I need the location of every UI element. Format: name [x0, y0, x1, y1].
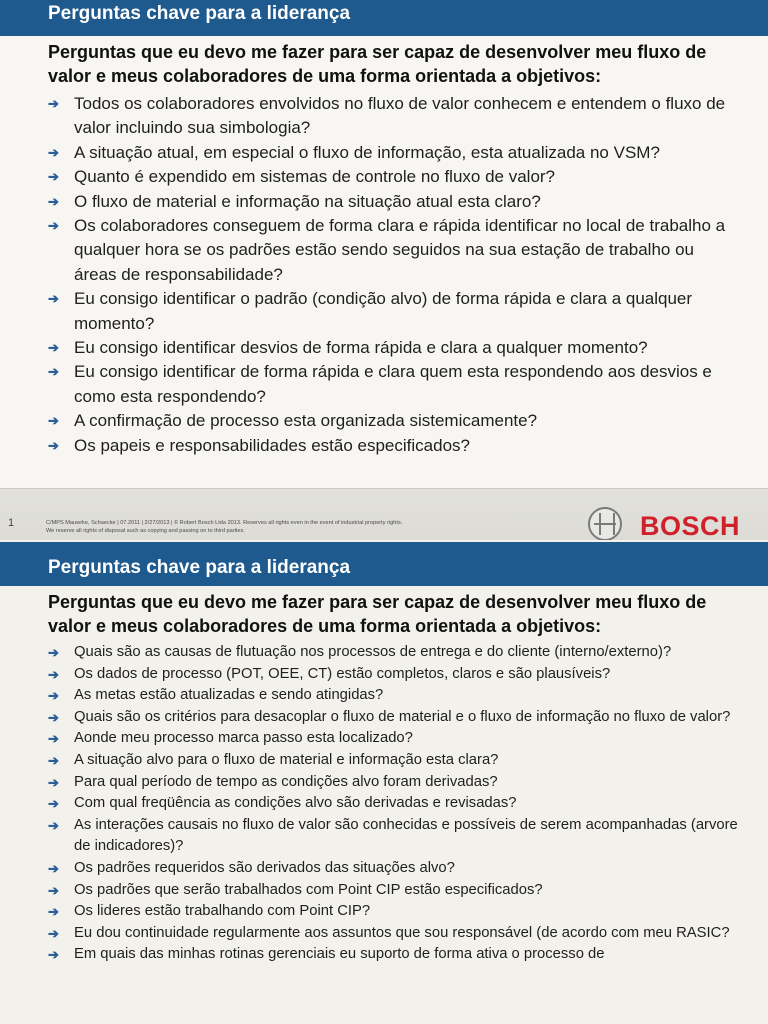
arrow-icon: ➔	[48, 193, 59, 209]
arrow-icon: ➔	[48, 796, 59, 812]
section-heading: Perguntas que eu devo me fazer para ser capaz de desenvolver meu fluxo de valor e meus colaboradores de uma forma orientada a objetivos:	[48, 42, 707, 86]
list-item-text: Quanto é expendido em sistemas de controle no fluxo de valor?	[74, 167, 556, 187]
bosch-armature-icon	[588, 507, 622, 540]
list-item	[48, 685, 738, 707]
list-item-text: Em quais das minhas rotinas gerenciais eu suporto de forma ativa o processo de	[74, 946, 605, 963]
list-item-text: As metas estão atualizadas e sendo atingidas?	[74, 687, 384, 704]
section-heading: Perguntas que eu devo me fazer para ser capaz de desenvolver meu fluxo de valor e meus colaboradores de uma forma orientada a objetivos:	[48, 592, 707, 636]
list-item-text: Quais são os critérios para desacoplar o fluxo de material e o fluxo de informação no fluxo de valor?	[74, 708, 731, 725]
list-item	[48, 141, 738, 165]
arrow-icon: ➔	[48, 437, 59, 453]
arrow-icon: ➔	[48, 774, 59, 790]
list-item-text: Os padrões que serão trabalhados com Point CIP estão especificados?	[74, 881, 543, 898]
arrow-icon: ➔	[48, 904, 59, 920]
arrow-icon: ➔	[48, 169, 59, 185]
list-item-text: Os colaboradores conseguem de forma clara e rápida identificar no local de trabalho a qualquer hora se os padrões estão sendo seguidos na sua estação de trabalho ou áreas de responsabilidade?	[74, 216, 726, 284]
arrow-icon: ➔	[48, 882, 59, 898]
list-item	[48, 707, 738, 729]
list-item	[48, 923, 738, 945]
list-item	[48, 360, 738, 409]
list-item-text: Eu consigo identificar o padrão (condição alvo) de forma rápida e clara a qualquer momento?	[74, 289, 693, 333]
list-item-text: Eu consigo identificar desvios de forma rápida e clara a qualquer momento?	[74, 338, 648, 358]
list-item	[48, 728, 738, 750]
list-item-text: A situação alvo para o fluxo de material e informação esta clara?	[74, 751, 499, 768]
title-bar	[0, 542, 768, 586]
copyright-line: C/MPS Mauwrke, Schaecke | 07.2011 | 2/27/2013 | © Robert Bosch Ltda 2013. Reserves all rights even in the event of industrial property rights.	[46, 520, 403, 526]
list-item-text: Os dados de processo (POT, OEE, CT) estão completos, claros e são plausíveis?	[74, 665, 611, 682]
list-item	[48, 434, 738, 458]
arrow-icon: ➔	[48, 688, 59, 704]
list-item-text: Os padrões requeridos são derivados das situações alvo?	[74, 859, 455, 876]
arrow-icon: ➔	[48, 947, 59, 963]
arrow-icon: ➔	[48, 291, 59, 307]
list-item	[48, 793, 738, 815]
arrow-icon: ➔	[48, 645, 59, 660]
list-item	[48, 287, 738, 336]
list-item-text: As interações causais no fluxo de valor são conhecidas e possíveis de serem acompanhadas (arvore de indicadores)?	[74, 816, 738, 855]
arrow-icon: ➔	[48, 666, 59, 682]
list-item	[48, 190, 738, 214]
list-item	[48, 642, 738, 664]
arrow-icon: ➔	[48, 413, 59, 429]
list-item	[48, 901, 738, 923]
list-item	[48, 664, 738, 686]
bosch-logo: BOSCH	[640, 511, 741, 540]
list-item-text: Eu dou continuidade regularmente aos assuntos que sou responsável (de acordo com meu RASIC?	[74, 924, 730, 941]
arrow-icon: ➔	[48, 925, 59, 941]
list-item-text: A situação atual, em especial o fluxo de informação, esta atualizada no VSM?	[74, 142, 660, 162]
list-item	[48, 92, 738, 141]
list-item-text: Eu consigo identificar de forma rápida e clara quem esta respondendo aos desvios e como esta respondendo?	[74, 362, 712, 406]
list-item	[48, 815, 738, 858]
list-item	[48, 165, 738, 189]
question-list	[0, 642, 768, 966]
arrow-icon: ➔	[48, 364, 59, 380]
arrow-icon: ➔	[48, 817, 59, 833]
list-item	[48, 750, 738, 772]
arrow-icon: ➔	[48, 340, 59, 356]
question-list	[0, 92, 768, 458]
list-item-text: A confirmação de processo esta organizada sistemicamente?	[74, 411, 538, 431]
arrow-icon: ➔	[48, 96, 59, 111]
arrow-icon: ➔	[48, 860, 59, 876]
list-item-text: Os papeis e responsabilidades estão especificados?	[74, 435, 470, 455]
list-item-text: O fluxo de material e informação na situação atual esta claro?	[74, 191, 541, 211]
arrow-icon: ➔	[48, 709, 59, 725]
list-item	[48, 944, 738, 966]
arrow-icon: ➔	[48, 218, 59, 234]
list-item-text: Para qual período de tempo as condições alvo foram derivadas?	[74, 773, 498, 790]
card-bottom	[0, 540, 768, 1024]
page-title: Perguntas chave para a liderança	[48, 557, 351, 578]
arrow-icon: ➔	[48, 752, 59, 768]
footer	[0, 488, 768, 540]
list-item	[48, 409, 738, 433]
list-item	[48, 214, 738, 287]
list-item-text: Com qual freqüência as condições alvo são derivadas e revisadas?	[74, 795, 517, 812]
copyright-text	[46, 519, 566, 535]
list-item-text: Aonde meu processo marca passo esta localizado?	[74, 730, 413, 747]
title-bar	[0, 0, 768, 36]
list-item-text: Quais são as causas de flutuação nos processos de entrega e do cliente (interno/externo)?	[74, 644, 672, 660]
list-item	[48, 880, 738, 902]
page-number: 1	[8, 517, 15, 529]
list-item	[48, 336, 738, 360]
list-item-text: Todos os colaboradores envolvidos no fluxo de valor conhecem e entendem o fluxo de valor incluindo sua simbologia?	[74, 94, 726, 138]
arrow-icon: ➔	[48, 731, 59, 747]
arrow-icon: ➔	[48, 144, 59, 160]
list-item-text: Os lideres estão trabalhando com Point CIP?	[74, 903, 371, 920]
copyright-line: We reserve all rights of disposal such as copying and passing on to third parties.	[46, 528, 245, 534]
list-item	[48, 858, 738, 880]
list-item	[48, 772, 738, 794]
page-title: Perguntas chave para a liderança	[48, 3, 351, 24]
